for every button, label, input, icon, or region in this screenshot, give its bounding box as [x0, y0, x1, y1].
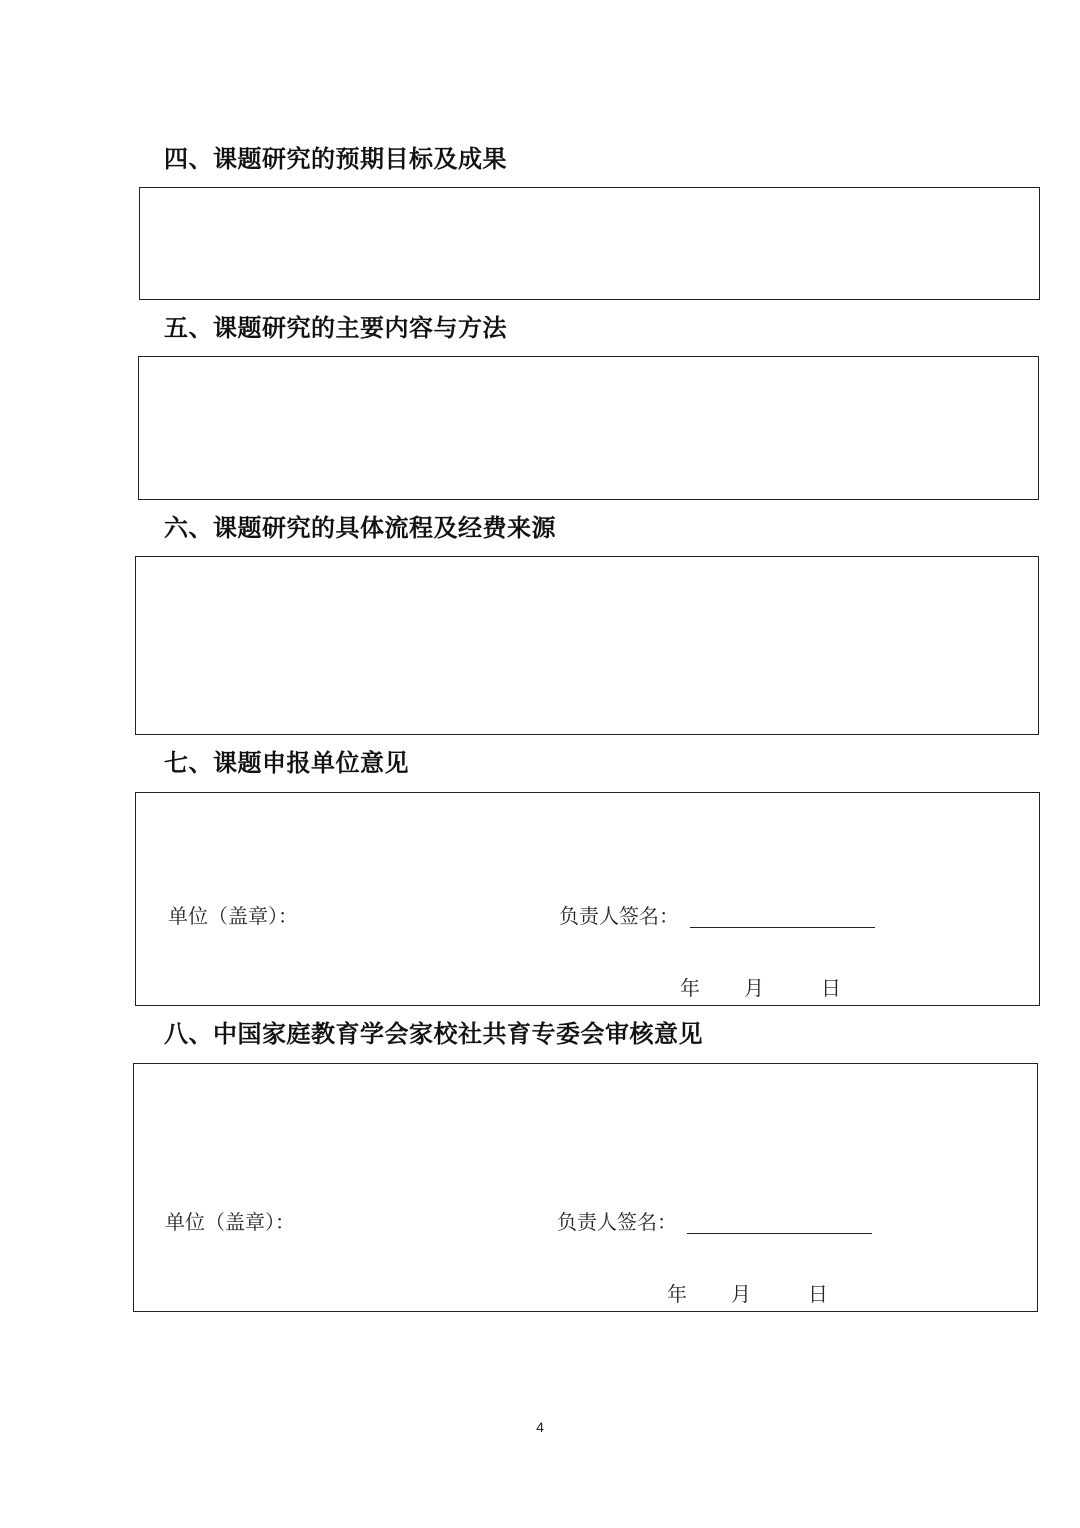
section-7-box[interactable] [135, 792, 1040, 1006]
section-8-date-day: 日 [808, 1282, 828, 1306]
section-8-signature-line[interactable] [687, 1233, 872, 1234]
section-7-heading: 七、课题申报单位意见 [164, 749, 409, 777]
section-8-unit-seal-label: 单位（盖章）： [165, 1210, 295, 1234]
section-7-signature-line[interactable] [690, 927, 875, 928]
section-5-heading: 五、课题研究的主要内容与方法 [164, 314, 507, 342]
section-4-heading: 四、课题研究的预期目标及成果 [164, 145, 507, 173]
section-7-unit-seal-label: 单位（盖章）： [168, 904, 298, 928]
section-7-date-month: 月 [744, 976, 764, 1000]
section-8-box[interactable] [133, 1063, 1038, 1312]
section-8-heading: 八、中国家庭教育学会家校社共育专委会审核意见 [164, 1020, 703, 1048]
section-5-box[interactable] [138, 356, 1039, 500]
section-4-box[interactable] [139, 187, 1040, 300]
section-8-date-month: 月 [731, 1282, 751, 1306]
section-6-heading: 六、课题研究的具体流程及经费来源 [164, 514, 556, 542]
section-7-date-day: 日 [821, 976, 841, 1000]
section-7-date-year: 年 [680, 976, 700, 1000]
section-8-signer-label: 负责人签名： [557, 1210, 677, 1234]
section-7-signer-label: 负责人签名： [559, 904, 679, 928]
page-number: 4 [536, 1419, 544, 1435]
section-8-date-year: 年 [667, 1282, 687, 1306]
section-6-box[interactable] [135, 556, 1039, 735]
